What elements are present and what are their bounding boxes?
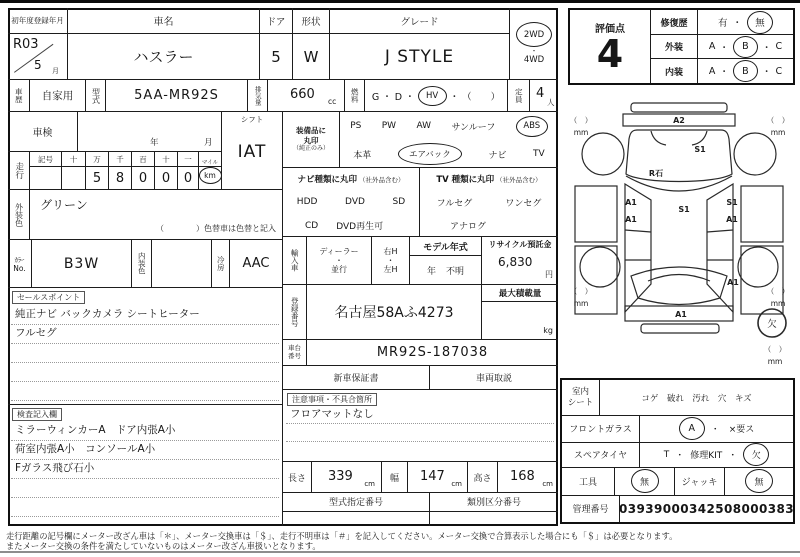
mm-paren: （ ） [763,345,787,354]
rating-score-value: 4 [596,32,624,76]
mileage-col-juman [62,152,86,190]
shift-value: IAT [237,142,267,162]
recycle-cell [482,237,558,285]
capacity-value: 4 [536,86,545,101]
mileage-col-ichi-label: 一 [184,154,192,164]
front-left-wheel [580,247,620,287]
windshield-curve [648,275,710,282]
front-right-wheel [738,247,778,287]
diagram-label-right-door-front: A1 [726,215,738,224]
import-left-h: 左H [383,265,398,275]
mm-paren: （ ） [766,287,790,296]
width-label: 幅 [382,462,408,492]
mm-unit: mm [573,299,589,308]
tv-type-header-sub: （社外品含む） [496,175,542,184]
interior-grade-values [698,59,793,83]
shape-header: 形状 [293,8,330,34]
diagram-label-rear-bumper: A2 [673,116,685,125]
equipment-label-1: 装備品に [296,126,326,136]
class-number-header: 類別区分番号 [430,492,558,512]
drive-2wd-circled: 2WD [516,22,552,47]
fuel-cell [365,80,508,112]
interior-grade-b-circled: B [733,60,758,82]
nav-cd: CD [305,220,319,231]
equipment-pw: PW [381,121,397,131]
diagram-label-left-door-front: A1 [625,215,637,224]
mileage-unit-km-circled: km [199,167,222,184]
rating-score-cell [570,10,651,83]
history-value: 自家用 [30,80,86,112]
drive-type-cell [510,8,558,80]
reg-number-label: 登録番号 [283,285,307,340]
tv-full-seg: フルセグ [436,198,473,209]
windshield-rest: ・ ×要ス [710,425,755,435]
shaken-label: 車検 [8,112,78,152]
grade-c: C [775,41,783,52]
diagram-label-roof: S1 [678,205,690,214]
tv-type-items [420,190,558,237]
inspector-note-line: Fガラス飛び石小 [11,460,279,479]
front-plate-outline [641,324,719,333]
mileage-digit-man: 5 [92,170,102,186]
fuel-options-prefix: G ・ D ・ [371,91,415,103]
mileage-unit-cell [199,152,222,190]
tv-type-row-1 [420,190,558,214]
equipment-airbag-circled: エアバック [398,143,462,165]
model-code-value: 5AA-MR92S [106,80,248,112]
diagram-label-right-door-rear: S1 [726,198,738,207]
displacement-cell [268,80,345,112]
inspector-note-line-empty [11,479,279,498]
model-year-value: 不明 [446,267,465,277]
car-damage-diagram [563,88,795,378]
equipment-abs-circled: ABS [516,116,548,137]
exterior-grade-b-circled: B [733,36,758,58]
drive-dot: ・ [530,47,538,55]
equipment-leather: 本革 [353,150,372,161]
repair-history-label: 修復歴 [651,10,698,35]
doors-value: 5 [260,34,293,80]
import-label: 輸入車 [283,237,307,285]
exterior-grade-label: 外装 [651,35,698,59]
nav-type-row-1 [283,190,419,214]
equipment-row-2 [340,140,558,168]
tool-value-cell [615,467,675,495]
mileage-digit-sen: 8 [115,170,125,186]
repair-no-circled: 無 [747,11,773,34]
sales-points-block [8,288,283,405]
displacement-label: 排気量 [248,80,268,112]
drive-4wd: 4WD [523,55,545,65]
capacity-unit: 人 [547,98,555,107]
grade-a: A [708,41,716,52]
length-value: 339 [328,469,353,484]
nav-type-row-2 [283,214,419,237]
warranty-cell: 新車保証書 [283,366,430,390]
reg-number-value: 名古屋58Aふ4273 [307,285,482,340]
repair-history-values [698,10,793,35]
spare-tire-label: スペアタイヤ [562,442,640,467]
model-year-label: モデル年式 [410,237,481,256]
repair-yes: 有 [717,18,728,29]
nav-sd: SD [392,197,406,207]
seat-options: コゲ 破れ 汚れ 穴 キズ [641,393,752,404]
height-unit: cm [542,480,553,488]
cautions-label: 注意事項・不具合箇所 [287,393,377,406]
grade-value: J STYLE [330,34,510,80]
seat-label-1: 室内 [571,387,589,398]
dot: ・ [719,42,729,54]
mileage-col-ju-label: 十 [162,154,170,164]
payload-cell [482,285,558,340]
displacement-value: 660 [290,87,315,102]
width-cell [408,462,468,492]
recycle-unit: 円 [545,270,553,279]
fuel-options-suffix: ・ （ ） [449,91,501,103]
dot: ・ [675,451,685,461]
first-reg-cell [8,34,68,80]
exterior-color-note: （ ）色替車は色替と記入 [156,224,276,233]
mileage-col-sen-label: 千 [116,154,124,164]
tv-type-header-main: TV 種類に丸印 [436,175,495,185]
height-cell [498,462,558,492]
diagram-label-right-front-fender: A1 [727,278,739,287]
tv-analog: アナログ [450,222,487,232]
exterior-color-value: グリーン [40,198,88,212]
nav-dvd-play: DVD再生可 [336,222,384,232]
exterior-color-cell [30,190,283,240]
admin-number-value: 03939000342508000383 [619,501,794,516]
grade-header: グレード [330,8,510,34]
mileage-col-man-label: 万 [93,154,101,164]
caution-line: フロアマットなし [286,406,554,424]
chassis-label [283,340,307,366]
mm-unit: mm [770,299,786,308]
rear-window-outline [626,130,732,182]
mileage-grid-divider [30,166,222,167]
equipment-grid [340,112,558,168]
mileage-col-ichi [178,152,199,190]
model-year-unit: 年 [426,267,436,277]
footer-note-line2: またメーター交換の条件を満たしていないものはメーター改ざん車扱いとなります。 [6,541,321,551]
tv-type-header [420,168,558,190]
length-unit: cm [364,480,375,488]
jack-label: ジャッキ [675,467,725,495]
windshield-label: フロントガラス [562,415,640,442]
windshield-a-circled: A [679,417,705,440]
dot: ・ [761,42,772,54]
history-label: 車歴 [8,80,30,112]
grade-c: C [775,65,783,77]
right-quarter-panel-outline [741,186,783,242]
mm-unit: mm [573,128,589,137]
tv-type-row-2 [420,214,558,237]
mileage-label: 走行 [8,152,30,190]
length-cell [312,462,382,492]
width-unit: cm [451,480,462,488]
spare-tire-values [640,442,793,467]
mm-paren: （ ） [766,116,790,125]
capacity-cell [530,80,558,112]
dot: ・ [761,67,772,78]
windshield-outline [631,267,727,305]
spare-t: T [663,449,670,460]
shape-value: W [293,34,330,80]
first-reg-month-unit: 月 [52,67,59,75]
footer-note-line1: 走行距離の記号欄にメーター改ざん車は「＊」、メーター交換車は「＄」、走行不明車は「＃」を記入してください。メーター交換で合算表示した場合にも「＄」は必要となります。 [6,531,678,541]
diagram-label-front-bumper: A1 [675,310,687,319]
admin-number-label: 管理番号 [562,495,620,522]
shaken-year-label: 年 [150,138,159,148]
mm-paren: （ ） [569,287,593,296]
mileage-digit-ju: 0 [161,170,171,186]
sales-point-line: 純正ナビ バックカメラ シートヒーター [11,306,279,325]
interior-color-value [152,240,212,288]
sales-point-line-empty [11,382,279,401]
right-door-seam [707,230,733,232]
dot: ・ [719,67,729,78]
nav-hdd: HDD [296,197,318,207]
rear-left-wheel [582,133,624,175]
tool-none-circled: 無 [631,469,659,493]
diagram-label-rear-glass-note: R石 [648,169,664,178]
height-label: 高さ [468,462,498,492]
import-right-h: 右H [383,246,398,256]
color-no-label [8,240,32,288]
tv-one-seg: ワンセグ [505,198,542,209]
sales-point-line-empty [11,344,279,363]
mileage-col-man [86,152,109,190]
equipment-label-cell [283,112,340,168]
grade-a: A [708,65,716,77]
import-dot: ・ [386,255,395,265]
mileage-col-hyaku [132,152,155,190]
recycle-value: 6,830 [498,255,533,269]
diagram-label-left-door-rear: A1 [625,198,637,207]
equipment-row-1 [340,112,558,140]
mileage-col-juman-label: 十 [69,154,78,164]
nav-type-header-sub: （社外品含む） [359,175,405,184]
caution-line-empty [286,424,554,442]
dot: ・ [732,18,743,29]
mileage-col-hyaku-label: 百 [139,154,147,164]
interior-color-label: 内装色 [132,240,152,288]
equipment-label-2: 丸印 [303,135,319,145]
first-reg-header: 初年度登録年月 [8,8,68,34]
chassis-value: MR92S-187038 [307,340,558,366]
seat-label [562,380,600,415]
shift-cell [222,112,283,190]
spare-kit: 修理KIT [690,451,723,461]
rear-plate-outline [631,103,727,112]
rear-right-wheel [734,133,776,175]
recycle-label: リサイクル預託金 [488,240,552,249]
mileage-digit-ichi: 0 [183,170,193,186]
equipment-ps: PS [350,121,362,131]
payload-label: 最大積載量 [482,285,558,302]
model-code-label: 型式 [86,80,106,112]
rear-window-curve-left [651,131,666,145]
interior-grade-label: 内装 [651,59,698,83]
nav-type-header [283,168,420,190]
model-year-cell [410,237,482,285]
color-no-value: B3W [32,240,132,288]
jack-none-circled: 無 [745,469,773,493]
width-value: 147 [420,469,445,484]
equipment-aw: AW [416,121,432,131]
nav-type-header-main: ナビ種類に丸印 [297,175,357,185]
spare-missing-circled: 欠 [743,443,769,466]
car-name-value: ハスラー [68,34,260,80]
equipment-tv: TV [533,149,545,159]
first-reg-month: 5 [34,58,42,72]
mm-paren: （ ） [569,116,593,125]
ac-value: AAC [230,240,283,288]
color-no-label-1: ｶﾗｰ [14,255,25,264]
inspector-note-line: 荷室内張A小 コンソールA小 [11,441,279,460]
import-dealer: ディーラー [319,246,359,256]
diagram-label-rear-window: S1 [694,145,706,154]
inspector-note-line-empty [11,498,279,517]
capacity-label: 定員 [508,80,530,112]
mileage-col-ju [155,152,178,190]
import-handle-cell [372,237,410,285]
chassis-label-2: 番号 [288,351,301,360]
nav-dvd: DVD [345,197,365,207]
scan-edge-top [0,0,800,3]
windshield-values [640,415,793,442]
mileage-digit-hyaku: 0 [138,170,148,186]
doors-header: ドア [260,8,293,34]
mm-unit: mm [767,357,783,366]
left-quarter-panel-outline [575,186,617,242]
chassis-label-1: 車台 [288,344,301,353]
jack-value-cell [725,467,793,495]
mileage-col-kigo [30,152,62,190]
type-number-value-empty [283,512,430,526]
car-name-header: 車名 [68,8,260,34]
diagram-missing-mark: 欠 [767,319,777,330]
length-label: 長さ [283,462,312,492]
mileage-col-kigo-label: 記号 [38,154,53,164]
equipment-sunroof: サンルーフ [451,122,496,133]
inspector-notes-block [8,405,283,526]
shift-label: シフト [240,114,264,124]
fuel-label: 燃料 [345,80,365,112]
shaken-month-label: 月 [204,138,213,148]
rear-window-curve-right [692,131,707,145]
exterior-color-label: 外装色 [8,190,30,240]
import-dealer-cell [307,237,372,285]
left-door-seam [625,230,651,232]
inspector-note-line: ミラーウィンカーA ドア内張A小 [11,422,279,441]
displacement-unit: cc [328,97,337,106]
color-no-label-2: No. [13,263,26,273]
model-year-value-row [410,256,481,285]
mm-unit: mm [770,128,786,137]
sales-point-line-empty [11,363,279,382]
fuel-hv-circled: HV [418,86,447,106]
manual-cell: 車両取説 [430,366,558,390]
first-reg-year: R03 [13,37,39,52]
exterior-grade-values [698,35,793,59]
payload-unit: kg [543,326,553,335]
equipment-label-3: （純正のみ） [292,145,329,153]
ac-label: 冷房 [212,240,230,288]
type-number-header: 型式指定番号 [283,492,430,512]
scan-edge-bottom [0,551,800,553]
nav-type-items [283,190,420,237]
tool-label: 工具 [562,467,615,495]
height-value: 168 [510,469,535,484]
import-parallel: 並行 [331,265,347,275]
sales-point-line: フルセグ [11,325,279,344]
import-dot: ・ [335,255,343,265]
mileage-col-sen [109,152,132,190]
rating-score-label: 評価点 [595,24,625,35]
mileage-unit-mile: マイル [201,159,219,166]
dot: ・ [728,451,738,461]
shaken-date-cell [78,112,222,152]
inspector-notes-label: 検査記入欄 [12,408,62,421]
sales-points-label: セールスポイント [12,291,85,304]
equipment-navi: ナビ [488,150,507,161]
seat-label-2: シート [567,397,594,408]
cautions-block [283,390,558,462]
